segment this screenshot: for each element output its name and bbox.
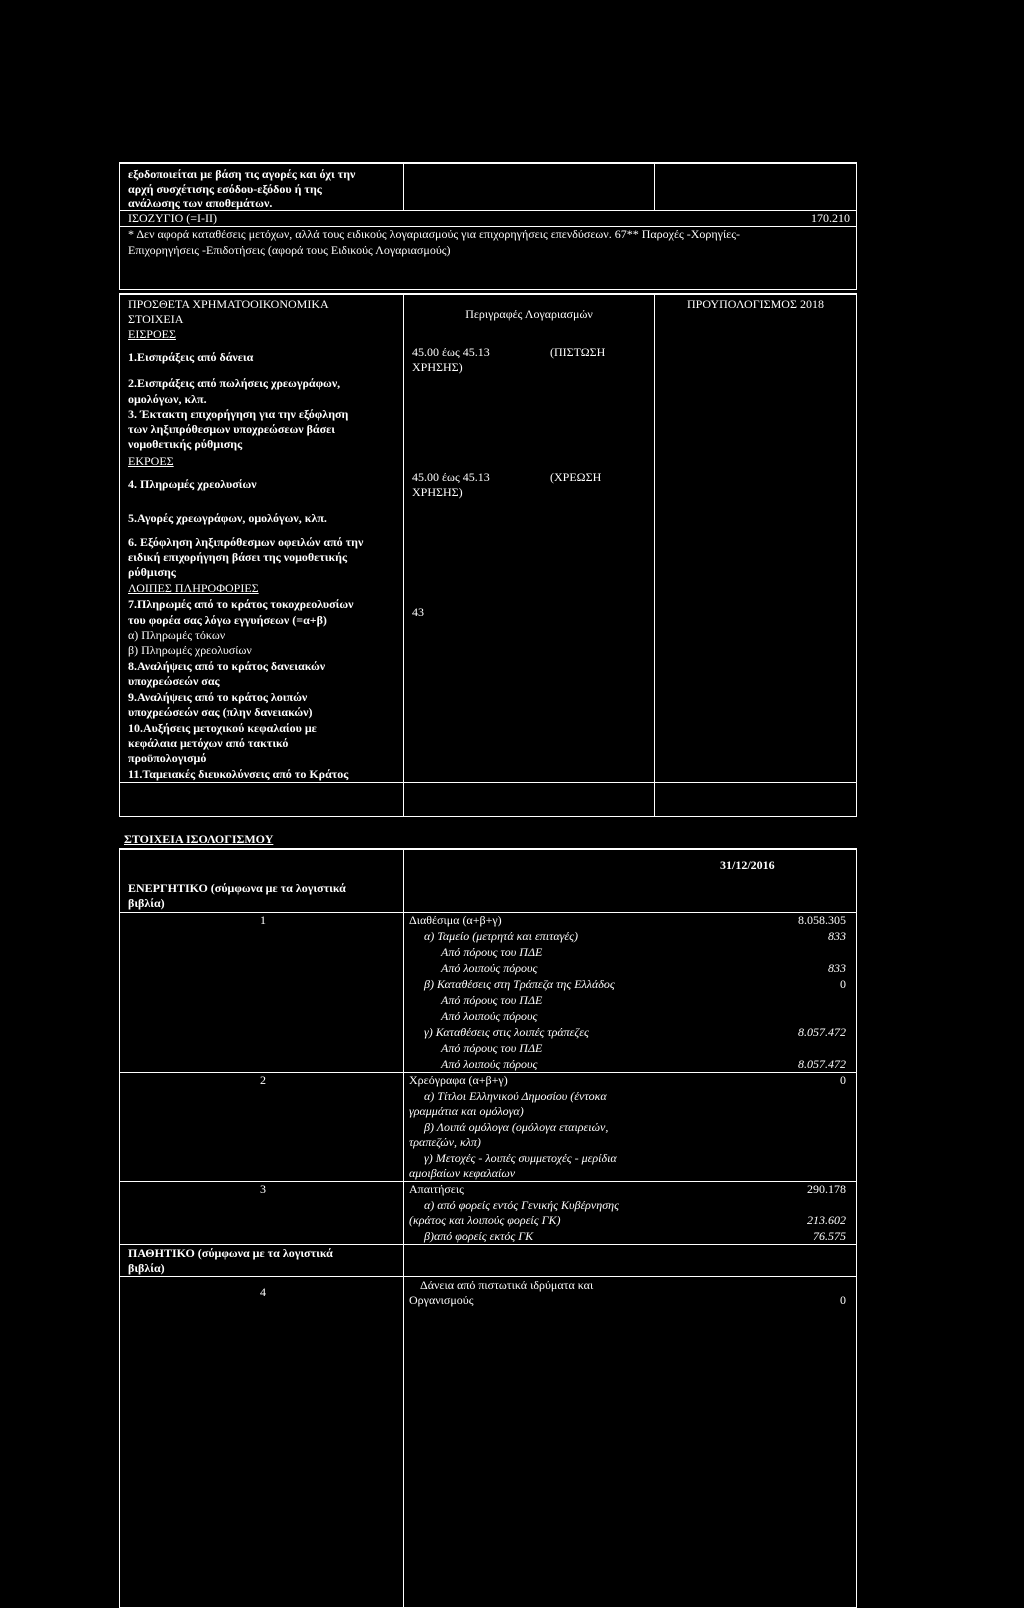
row-securities-a-1: α) Τίτλοι Ελληνικού Δημοσίου (έντοκα <box>424 1089 607 1103</box>
row-securities-a-2: γραμμάτια και ομόλογα) <box>409 1104 524 1118</box>
value-cash: 8.058.305 <box>798 913 846 927</box>
item-10-line1: 10.Αυξήσεις μετοχικού κεφαλαίου με <box>128 721 317 735</box>
row-cash: Διαθέσιμα (α+β+γ) <box>409 913 502 927</box>
row-securities-c-1: γ) Μετοχές - λοιπές συμμετοχές - μερίδια <box>424 1151 617 1165</box>
top-table-border-right <box>856 162 857 290</box>
divider <box>403 295 404 817</box>
value-loans: 0 <box>840 1293 846 1307</box>
inflows-heading: ΕΙΣΡΟΕΣ <box>128 327 176 341</box>
row-cash-a-other: Από λοιπούς πόρους <box>441 961 538 975</box>
liabilities-heading-2: βιβλία) <box>128 1261 165 1275</box>
divider <box>403 164 404 210</box>
divider <box>120 1276 856 1277</box>
assets-heading-2: βιβλία) <box>128 896 165 910</box>
item-10-line2: κεφάλαια μετόχων από τακτικό <box>128 736 289 750</box>
top-text-line2: αρχή συσχέτισης εσόδου-εξόδου ή της <box>128 182 322 196</box>
account-7-code: 43 <box>412 605 424 619</box>
row-number-4: 4 <box>260 1285 266 1299</box>
row-securities-b-1: β) Λοιπά ομόλογα (ομόλογα εταιρειών, <box>424 1120 609 1134</box>
mid-table-border-left <box>119 293 120 817</box>
row-cash-a-pde: Από πόρους του ΠΔΕ <box>441 945 543 959</box>
item-5: 5.Αγορές χρεωγράφων, ομολόγων, κλπ. <box>128 511 327 525</box>
item-7-line1: 7.Πληρωμές από το κράτος τοκοχρεολυσίων <box>128 597 354 611</box>
item-10-line3: προϋπολογισμό <box>128 751 207 765</box>
row-cash-c: γ) Καταθέσεις στις λοιπές τράπεζες <box>424 1025 589 1039</box>
account-1-code: 45.00 έως 45.13 <box>412 345 490 359</box>
row-number-2: 2 <box>260 1073 266 1087</box>
balance-sheet-date: 31/12/2016 <box>720 858 775 872</box>
bs-table-border-left <box>119 848 120 1608</box>
item-9-line2: υποχρεώσεών σας (πλην δανειακών) <box>128 705 313 719</box>
balance-sheet-title: ΣΤΟΙΧΕΙΑ ΙΣΟΛΟΓΙΣΜΟΥ <box>124 832 274 846</box>
value-cash-a-other: 833 <box>828 961 846 975</box>
column-header-accounts: Περιγραφές Λογαριασμών <box>465 307 593 321</box>
account-1-type: (ΠΙΣΤΩΣΗ <box>550 345 606 359</box>
item-4: 4. Πληρωμές χρεολυσίων <box>128 477 257 491</box>
value-securities: 0 <box>840 1073 846 1087</box>
balance-label: ΙΣΟΖΥΓΙΟ (=Ι-ΙΙ) <box>128 211 217 225</box>
mid-table-border-bottom <box>119 816 857 817</box>
value-cash-c-other: 8.057.472 <box>798 1057 846 1071</box>
item-7-line2: του φορέα σας λόγω εγγυήσεων (=α+β) <box>128 613 327 627</box>
assets-heading-1: ΕΝΕΡΓΗΤΙΚΟ (σύμφωνα με τα λογιστικά <box>128 881 346 895</box>
item-3-line1: 3. Έκτακτη επιχορήγηση για την εξόφληση <box>128 407 349 421</box>
item-2-line1: 2.Εισπράξεις από πωλήσεις χρεωγράφων, <box>128 376 341 390</box>
item-8-line2: υποχρεώσεών σας <box>128 674 220 688</box>
value-cash-b: 0 <box>840 977 846 991</box>
item-6-line2: ειδική επιχορήγηση βάσει της νομοθετικής <box>128 550 348 564</box>
divider <box>654 295 655 817</box>
divider <box>120 1244 856 1245</box>
row-securities: Χρεόγραφα (α+β+γ) <box>409 1073 508 1087</box>
row-receivables-a-1: α) από φορείς εντός Γενικής Κυβέρνησης <box>424 1198 619 1212</box>
item-3-line3: νομοθετικής ρύθμισης <box>128 437 243 451</box>
top-table-border-bottom <box>119 289 857 290</box>
value-receivables-a: 213.602 <box>807 1213 846 1227</box>
row-loans-2: Οργανισμούς <box>409 1293 474 1307</box>
item-1: 1.Εισπράξεις από δάνεια <box>128 350 254 364</box>
value-cash-a: 833 <box>828 929 846 943</box>
divider <box>120 782 856 783</box>
divider <box>403 850 404 1608</box>
row-cash-c-pde: Από πόρους του ΠΔΕ <box>441 1041 543 1055</box>
item-3-line2: των ληξιπρόθεσμων υποχρεώσεων βάσει <box>128 422 335 436</box>
row-loans-1: Δάνεια από πιστωτικά ιδρύματα και <box>420 1278 594 1292</box>
mid-table-border-right <box>856 293 857 817</box>
account-1-type-2: ΧΡΗΣΗΣ) <box>412 360 463 374</box>
divider <box>654 164 655 210</box>
account-4-code: 45.00 έως 45.13 <box>412 470 490 484</box>
row-receivables-b: β)από φορείς εκτός ΓΚ <box>424 1229 534 1243</box>
item-6-line1: 6. Εξόφληση ληξιπρόθεσμων οφειλών από την <box>128 535 364 549</box>
row-number-1: 1 <box>260 913 266 927</box>
row-cash-a: α) Ταμείο (μετρητά και επιταγές) <box>424 929 578 943</box>
additional-data-heading-2: ΣΤΟΙΧΕΙΑ <box>128 312 184 326</box>
outflows-heading: ΕΚΡΟΕΣ <box>128 454 174 468</box>
note-line1: * Δεν αφορά καταθέσεις μετόχων, αλλά τους ειδικούς λογαριασμούς για επιχορηγήσεις επενδύσεων. 67** Παροχές -Χορηγίες- <box>128 227 740 241</box>
row-securities-c-2: αμοιβαίων κεφαλαίων <box>409 1166 516 1180</box>
other-info-heading: ΛΟΙΠΕΣ ΠΛΗΡΟΦΟΡΙΕΣ <box>128 581 259 595</box>
bs-table-border-top <box>119 848 857 850</box>
mid-table-border-top <box>119 293 857 295</box>
row-number-3: 3 <box>260 1182 266 1196</box>
top-text-line3: ανάλωσης των αποθεμάτων. <box>128 196 273 210</box>
row-receivables: Απαιτήσεις <box>409 1182 464 1196</box>
item-11: 11.Ταμειακές διευκολύνσεις από το Κράτος <box>128 767 349 781</box>
bs-table-border-right <box>856 848 857 1608</box>
item-8-line1: 8.Αναλήψεις από το κράτος δανειακών <box>128 659 326 673</box>
item-7a: α) Πληρωμές τόκων <box>128 628 226 642</box>
row-cash-b-pde: Από πόρους του ΠΔΕ <box>441 993 543 1007</box>
top-table-border-top <box>119 162 857 164</box>
top-text-line1: εξοδοποιείται με βάση τις αγορές και όχι την <box>128 167 356 181</box>
row-receivables-a-2: (κράτος και λοιπούς φορείς ΓΚ) <box>409 1213 561 1227</box>
row-securities-b-2: τραπεζών, κλπ) <box>409 1135 481 1149</box>
item-9-line1: 9.Αναλήψεις από το κράτος λοιπών <box>128 690 308 704</box>
value-receivables-b: 76.575 <box>813 1229 846 1243</box>
item-7b: β) Πληρωμές χρεολυσίων <box>128 643 252 657</box>
item-6-line3: ρύθμισης <box>128 565 176 579</box>
row-cash-b-other: Από λοιπούς πόρους <box>441 1009 538 1023</box>
balance-value: 170.210 <box>811 211 850 225</box>
row-cash-b: β) Καταθέσεις στη Τράπεζα της Ελλάδος <box>424 977 615 991</box>
row-cash-c-other: Από λοιπούς πόρους <box>441 1057 538 1071</box>
value-receivables: 290.178 <box>807 1182 846 1196</box>
additional-data-heading-1: ΠΡΟΣΘΕΤΑ ΧΡΗΜΑΤΟΟΙΚΟΝΟΜΙΚΑ <box>128 297 329 311</box>
value-cash-c: 8.057.472 <box>798 1025 846 1039</box>
column-header-budget: ΠΡΟΥΠΟΛΟΓΙΣΜΟΣ 2018 <box>687 297 824 311</box>
account-4-type: (ΧΡΕΩΣΗ <box>550 470 602 484</box>
item-2-line2: ομολόγων, κλπ. <box>128 392 207 406</box>
account-4-type-2: ΧΡΗΣΗΣ) <box>412 485 463 499</box>
note-line2: Επιχορηγήσεις -Επιδοτήσεις (αφορά τους Ειδικούς Λογαριασμούς) <box>128 243 451 257</box>
liabilities-heading-1: ΠΑΘΗΤΙΚΟ (σύμφωνα με τα λογιστικά <box>128 1246 333 1260</box>
